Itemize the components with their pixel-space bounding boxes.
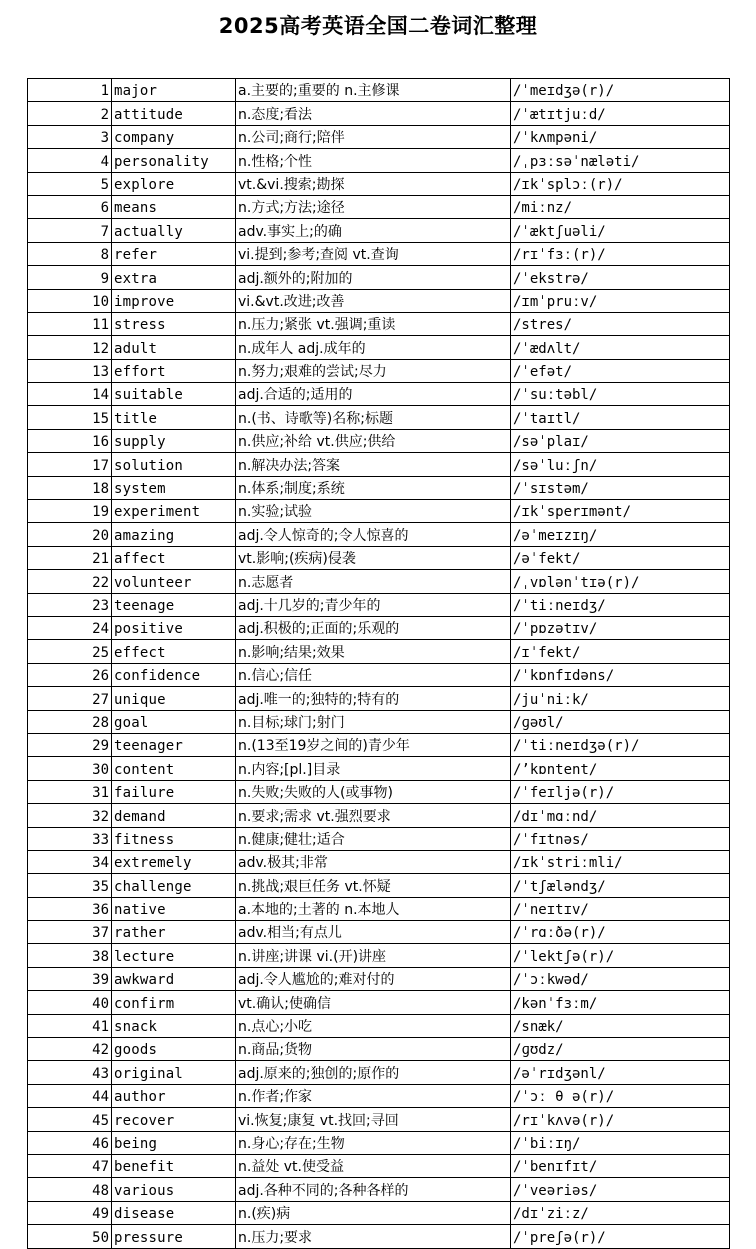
word-cell: unique (112, 687, 236, 710)
meaning-cell: n.方式;方法;途径 (236, 195, 511, 218)
word-cell: demand (112, 804, 236, 827)
table-row (28, 1154, 730, 1177)
meaning-cell: n.性格;个性 (236, 149, 511, 172)
meaning-cell: n.解决办法;答案 (236, 453, 511, 476)
row-number: 48 (28, 1178, 112, 1201)
phonetic-cell: /rɪˈfɜː(r)/ (511, 242, 730, 265)
table-row (28, 850, 730, 873)
phonetic-cell: /ˈtʃæləndʒ/ (511, 874, 730, 897)
table-row (28, 1201, 730, 1224)
meaning-cell: adj.令人尴尬的;难对付的 (236, 967, 511, 990)
meaning-cell: n.失败;失败的人(或事物) (236, 780, 511, 803)
meaning-cell: n.(疾)病 (236, 1201, 511, 1224)
phonetic-cell: /ˈveəriəs/ (511, 1178, 730, 1201)
row-number: 9 (28, 266, 112, 289)
phonetic-cell: /ˈpɒzətɪv/ (511, 616, 730, 639)
row-number: 14 (28, 383, 112, 406)
row-number: 5 (28, 172, 112, 195)
meaning-cell: vt.确认;使确信 (236, 991, 511, 1014)
word-cell: fitness (112, 827, 236, 850)
row-number: 13 (28, 359, 112, 382)
meaning-cell: n.公司;商行;陪伴 (236, 125, 511, 148)
phonetic-cell: /ˈɔː θ ə(r)/ (511, 1084, 730, 1107)
table-row (28, 546, 730, 569)
meaning-cell: n.要求;需求 vt.强烈要求 (236, 804, 511, 827)
word-cell: benefit (112, 1154, 236, 1177)
row-number: 44 (28, 1084, 112, 1107)
meaning-cell: adv.极其;非常 (236, 850, 511, 873)
meaning-cell: n.体系;制度;系统 (236, 476, 511, 499)
row-number: 38 (28, 944, 112, 967)
meaning-cell: n.压力;紧张 vt.强调;重读 (236, 312, 511, 335)
row-number: 31 (28, 780, 112, 803)
table-row (28, 429, 730, 452)
meaning-cell: n.实验;试验 (236, 500, 511, 523)
table-row (28, 640, 730, 663)
row-number: 39 (28, 967, 112, 990)
row-number: 41 (28, 1014, 112, 1037)
phonetic-cell: /ˌpɜːsəˈnæləti/ (511, 149, 730, 172)
phonetic-cell: /ɡʊdz/ (511, 1038, 730, 1061)
word-cell: positive (112, 616, 236, 639)
word-cell: actually (112, 219, 236, 242)
phonetic-cell: /ˈekstrə/ (511, 266, 730, 289)
row-number: 35 (28, 874, 112, 897)
row-number: 6 (28, 195, 112, 218)
phonetic-cell: /ˈɔːkwəd/ (511, 967, 730, 990)
phonetic-cell: /miːnz/ (511, 195, 730, 218)
word-cell: content (112, 757, 236, 780)
word-cell: confirm (112, 991, 236, 1014)
meaning-cell: n.作者;作家 (236, 1084, 511, 1107)
table-row (28, 780, 730, 803)
row-number: 40 (28, 991, 112, 1014)
word-cell: personality (112, 149, 236, 172)
table-row (28, 336, 730, 359)
phonetic-cell: /ˈtiːneɪdʒə(r)/ (511, 733, 730, 756)
table-row (28, 312, 730, 335)
meaning-cell: adj.十几岁的;青少年的 (236, 593, 511, 616)
word-cell: experiment (112, 500, 236, 523)
row-number: 34 (28, 850, 112, 873)
phonetic-cell: /ˈfeɪljə(r)/ (511, 780, 730, 803)
word-cell: explore (112, 172, 236, 195)
row-number: 33 (28, 827, 112, 850)
meaning-cell: adj.令人惊奇的;令人惊喜的 (236, 523, 511, 546)
row-number: 25 (28, 640, 112, 663)
meaning-cell: n.态度;看法 (236, 102, 511, 125)
page-title: 2025高考英语全国二卷词汇整理 (218, 14, 538, 38)
table-row (28, 921, 730, 944)
meaning-cell: vi.&vt.改进;改善 (236, 289, 511, 312)
meaning-cell: n.目标;球门;射门 (236, 710, 511, 733)
meaning-cell: n.信心;信任 (236, 663, 511, 686)
table-row (28, 242, 730, 265)
word-cell: teenage (112, 593, 236, 616)
word-cell: snack (112, 1014, 236, 1037)
meaning-cell: n.讲座;讲课 vi.(开)讲座 (236, 944, 511, 967)
phonetic-cell: /ˈlektʃə(r)/ (511, 944, 730, 967)
word-cell: effort (112, 359, 236, 382)
table-row (28, 687, 730, 710)
word-cell: means (112, 195, 236, 218)
meaning-cell: adj.额外的;附加的 (236, 266, 511, 289)
meaning-cell: a.本地的;土著的 n.本地人 (236, 897, 511, 920)
phonetic-cell: /səˈplaɪ/ (511, 429, 730, 452)
meaning-cell: n.(13至19岁之间的)青少年 (236, 733, 511, 756)
table-row (28, 593, 730, 616)
word-cell: disease (112, 1201, 236, 1224)
vocabulary-table (27, 78, 730, 1249)
word-cell: extremely (112, 850, 236, 873)
row-number: 19 (28, 500, 112, 523)
table-row (28, 1225, 730, 1248)
word-cell: adult (112, 336, 236, 359)
phonetic-cell: /ˈbiːɪŋ/ (511, 1131, 730, 1154)
row-number: 24 (28, 616, 112, 639)
table-row (28, 383, 730, 406)
word-cell: rather (112, 921, 236, 944)
phonetic-cell: /ɪkˈsplɔː(r)/ (511, 172, 730, 195)
table-row (28, 710, 730, 733)
word-cell: various (112, 1178, 236, 1201)
meaning-cell: n.志愿者 (236, 570, 511, 593)
table-row (28, 219, 730, 242)
phonetic-cell: /ˈbenɪfɪt/ (511, 1154, 730, 1177)
row-number: 27 (28, 687, 112, 710)
meaning-cell: vt.影响;(疾病)侵袭 (236, 546, 511, 569)
phonetic-cell: /ˈkʌmpəni/ (511, 125, 730, 148)
table-row (28, 523, 730, 546)
row-number: 37 (28, 921, 112, 944)
row-number: 45 (28, 1108, 112, 1131)
table-row (28, 757, 730, 780)
phonetic-cell: /ˈfɪtnəs/ (511, 827, 730, 850)
phonetic-cell: /ɪmˈpruːv/ (511, 289, 730, 312)
word-cell: solution (112, 453, 236, 476)
word-cell: affect (112, 546, 236, 569)
table-row (28, 663, 730, 686)
word-cell: suitable (112, 383, 236, 406)
row-number: 50 (28, 1225, 112, 1248)
meaning-cell: n.身心;存在;生物 (236, 1131, 511, 1154)
phonetic-cell: /səˈluːʃn/ (511, 453, 730, 476)
row-number: 32 (28, 804, 112, 827)
table-row (28, 733, 730, 756)
row-number: 26 (28, 663, 112, 686)
table-row (28, 1014, 730, 1037)
meaning-cell: n.健康;健壮;适合 (236, 827, 511, 850)
word-cell: extra (112, 266, 236, 289)
row-number: 22 (28, 570, 112, 593)
row-number: 1 (28, 79, 112, 102)
row-number: 18 (28, 476, 112, 499)
row-number: 10 (28, 289, 112, 312)
table-row (28, 1061, 730, 1084)
word-cell: goods (112, 1038, 236, 1061)
table-row (28, 967, 730, 990)
meaning-cell: vt.&vi.搜索;勘探 (236, 172, 511, 195)
table-row (28, 476, 730, 499)
word-cell: teenager (112, 733, 236, 756)
word-cell: pressure (112, 1225, 236, 1248)
table-row (28, 827, 730, 850)
table-row (28, 195, 730, 218)
row-number: 23 (28, 593, 112, 616)
phonetic-cell: /’kɒntent/ (511, 757, 730, 780)
meaning-cell: vi.恢复;康复 vt.找回;寻回 (236, 1108, 511, 1131)
word-cell: goal (112, 710, 236, 733)
meaning-cell: n.成年人 adj.成年的 (236, 336, 511, 359)
word-cell: amazing (112, 523, 236, 546)
phonetic-cell: /ˈefət/ (511, 359, 730, 382)
phonetic-cell: /ɡəʊl/ (511, 710, 730, 733)
phonetic-cell: /ˈmeɪdʒə(r)/ (511, 79, 730, 102)
table-row (28, 406, 730, 429)
table-row (28, 1084, 730, 1107)
meaning-cell: adj.唯一的;独特的;特有的 (236, 687, 511, 710)
table-row (28, 289, 730, 312)
phonetic-cell: /ɪkˈstriːmli/ (511, 850, 730, 873)
table-row (28, 500, 730, 523)
table-row (28, 453, 730, 476)
phonetic-cell: /əˈmeɪzɪŋ/ (511, 523, 730, 546)
table-row (28, 1178, 730, 1201)
word-cell: attitude (112, 102, 236, 125)
phonetic-cell: /ˈædʌlt/ (511, 336, 730, 359)
table-row (28, 172, 730, 195)
table-row (28, 359, 730, 382)
meaning-cell: n.点心;小吃 (236, 1014, 511, 1037)
word-cell: challenge (112, 874, 236, 897)
phonetic-cell: /ɪˈfekt/ (511, 640, 730, 663)
table-row (28, 149, 730, 172)
row-number: 4 (28, 149, 112, 172)
word-cell: author (112, 1084, 236, 1107)
phonetic-cell: /ˈsɪstəm/ (511, 476, 730, 499)
table-row (28, 616, 730, 639)
phonetic-cell: /ˈtiːneɪdʒ/ (511, 593, 730, 616)
phonetic-cell: /ˈtaɪtl/ (511, 406, 730, 429)
meaning-cell: a.主要的;重要的 n.主修课 (236, 79, 511, 102)
phonetic-cell: /stres/ (511, 312, 730, 335)
meaning-cell: n.益处 vt.使受益 (236, 1154, 511, 1177)
row-number: 46 (28, 1131, 112, 1154)
table-row (28, 944, 730, 967)
row-number: 21 (28, 546, 112, 569)
phonetic-cell: /ˌvɒlənˈtɪə(r)/ (511, 570, 730, 593)
meaning-cell: n.压力;要求 (236, 1225, 511, 1248)
word-cell: failure (112, 780, 236, 803)
meaning-cell: n.供应;补给 vt.供应;供给 (236, 429, 511, 452)
row-number: 47 (28, 1154, 112, 1177)
row-number: 28 (28, 710, 112, 733)
vocabulary-table-body (28, 79, 730, 1249)
meaning-cell: adj.合适的;适用的 (236, 383, 511, 406)
word-cell: major (112, 79, 236, 102)
row-number: 12 (28, 336, 112, 359)
word-cell: confidence (112, 663, 236, 686)
phonetic-cell: /əˈfekt/ (511, 546, 730, 569)
word-cell: being (112, 1131, 236, 1154)
row-number: 17 (28, 453, 112, 476)
table-row (28, 804, 730, 827)
table-row (28, 1108, 730, 1131)
row-number: 49 (28, 1201, 112, 1224)
phonetic-cell: /ˈrɑːðə(r)/ (511, 921, 730, 944)
phonetic-cell: /snæk/ (511, 1014, 730, 1037)
word-cell: lecture (112, 944, 236, 967)
table-row (28, 991, 730, 1014)
meaning-cell: n.内容;[pl.]目录 (236, 757, 511, 780)
row-number: 7 (28, 219, 112, 242)
table-row (28, 1038, 730, 1061)
word-cell: company (112, 125, 236, 148)
meaning-cell: adv.事实上;的确 (236, 219, 511, 242)
meaning-cell: n.影响;结果;效果 (236, 640, 511, 663)
table-row (28, 266, 730, 289)
word-cell: stress (112, 312, 236, 335)
phonetic-cell: /kənˈfɜːm/ (511, 991, 730, 1014)
phonetic-cell: /dɪˈmɑːnd/ (511, 804, 730, 827)
meaning-cell: n.商品;货物 (236, 1038, 511, 1061)
meaning-cell: adj.各种不同的;各种各样的 (236, 1178, 511, 1201)
table-row (28, 125, 730, 148)
phonetic-cell: /dɪˈziːz/ (511, 1201, 730, 1224)
table-row (28, 897, 730, 920)
word-cell: refer (112, 242, 236, 265)
table-row (28, 79, 730, 102)
row-number: 29 (28, 733, 112, 756)
word-cell: original (112, 1061, 236, 1084)
phonetic-cell: /ɪkˈsperɪmənt/ (511, 500, 730, 523)
table-row (28, 1131, 730, 1154)
row-number: 42 (28, 1038, 112, 1061)
meaning-cell: adv.相当;有点儿 (236, 921, 511, 944)
row-number: 16 (28, 429, 112, 452)
meaning-cell: adj.积极的;正面的;乐观的 (236, 616, 511, 639)
word-cell: system (112, 476, 236, 499)
meaning-cell: adj.原来的;独创的;原作的 (236, 1061, 511, 1084)
word-cell: supply (112, 429, 236, 452)
row-number: 36 (28, 897, 112, 920)
row-number: 20 (28, 523, 112, 546)
word-cell: awkward (112, 967, 236, 990)
row-number: 15 (28, 406, 112, 429)
table-row (28, 874, 730, 897)
word-cell: improve (112, 289, 236, 312)
row-number: 2 (28, 102, 112, 125)
phonetic-cell: /ˈpreʃə(r)/ (511, 1225, 730, 1248)
row-number: 3 (28, 125, 112, 148)
word-cell: recover (112, 1108, 236, 1131)
row-number: 11 (28, 312, 112, 335)
word-cell: title (112, 406, 236, 429)
phonetic-cell: /ˈæktʃuəli/ (511, 219, 730, 242)
phonetic-cell: /rɪˈkʌvə(r)/ (511, 1108, 730, 1131)
meaning-cell: n.努力;艰难的尝试;尽力 (236, 359, 511, 382)
phonetic-cell: /əˈrɪdʒənl/ (511, 1061, 730, 1084)
phonetic-cell: /ˈkɒnfɪdəns/ (511, 663, 730, 686)
table-row (28, 102, 730, 125)
phonetic-cell: /ˈætɪtjuːd/ (511, 102, 730, 125)
row-number: 8 (28, 242, 112, 265)
meaning-cell: n.(书、诗歌等)名称;标题 (236, 406, 511, 429)
meaning-cell: n.挑战;艰巨任务 vt.怀疑 (236, 874, 511, 897)
phonetic-cell: /ˈneɪtɪv/ (511, 897, 730, 920)
phonetic-cell: /juˈniːk/ (511, 687, 730, 710)
table-row (28, 570, 730, 593)
row-number: 43 (28, 1061, 112, 1084)
word-cell: native (112, 897, 236, 920)
meaning-cell: vi.提到;参考;查阅 vt.查询 (236, 242, 511, 265)
row-number: 30 (28, 757, 112, 780)
word-cell: effect (112, 640, 236, 663)
phonetic-cell: /ˈsuːtəbl/ (511, 383, 730, 406)
word-cell: volunteer (112, 570, 236, 593)
